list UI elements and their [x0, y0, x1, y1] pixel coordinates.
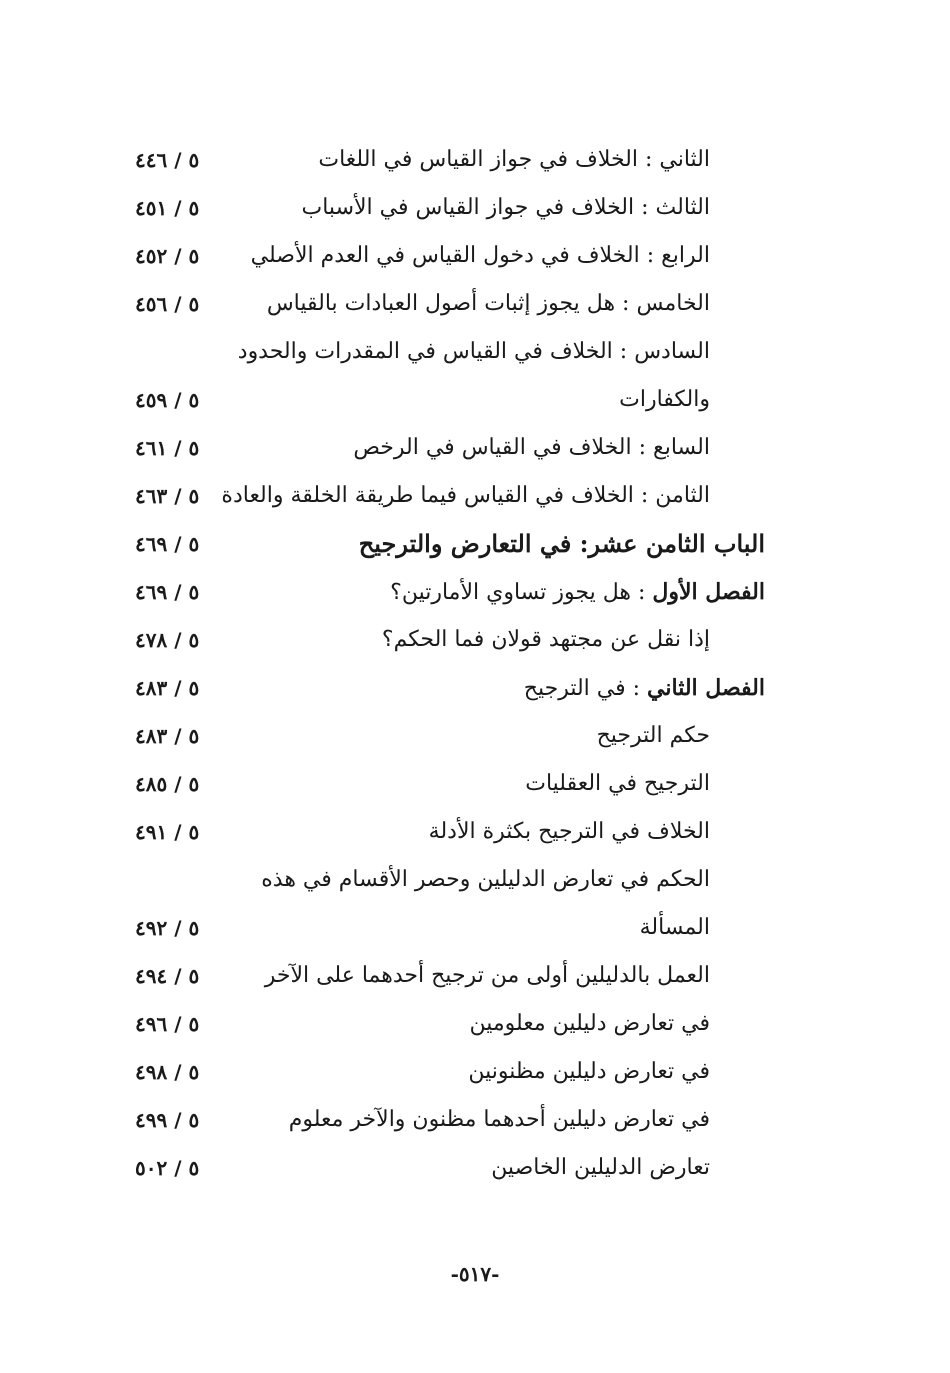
toc-entry-title: في تعارض دليلين أحدهما مظنون والآخر معلوم — [288, 1107, 710, 1132]
toc-entry — [0, 856, 950, 904]
toc-section-heading — [0, 664, 950, 712]
toc-entry-title: الرابع : الخلاف في دخول القياس في العدم الأصلي — [250, 243, 710, 268]
toc-entry-title: العمل بالدليلين أولى من ترجيح أحدهما على الآخر — [264, 963, 710, 988]
toc-entry-page: ٥ / ٤٦٩ — [135, 580, 200, 604]
toc-entry-page: ٥ / ٥٠٢ — [135, 1156, 200, 1180]
toc-entry-page: ٥ / ٤٩١ — [135, 820, 200, 844]
toc-entry-page: ٥ / ٤٩٩ — [135, 1108, 200, 1132]
toc-entry-page: ٥ / ٤٨٣ — [135, 676, 200, 700]
toc-entry-page: ٥ / ٤٥٢ — [135, 244, 200, 268]
toc-entry — [0, 376, 950, 424]
toc-entry-page: ٥ / ٤٩٨ — [135, 1060, 200, 1084]
toc-entry — [0, 712, 950, 760]
toc-entry — [0, 136, 950, 184]
toc-entry-title: الخلاف في الترجيح بكثرة الأدلة — [428, 819, 710, 844]
toc-entry-title: حكم الترجيح — [596, 723, 710, 748]
toc-entry-title: والكفارات — [619, 387, 710, 412]
toc-entry-page: ٥ / ٤٥٦ — [135, 292, 200, 316]
toc-entry-title: الثامن : الخلاف في القياس فيما طريقة الخلقة والعادة — [221, 483, 710, 508]
toc-entry-title: السادس : الخلاف في القياس في المقدرات والحدود — [237, 339, 710, 364]
section-title-text: : في الترجيح — [523, 676, 648, 701]
toc-entry — [0, 1000, 950, 1048]
toc-entry-title: الثاني : الخلاف في جواز القياس في اللغات — [318, 147, 710, 172]
toc-entry-title: المسألة — [639, 915, 710, 940]
toc-entry-title: الخامس : هل يجوز إثبات أصول العبادات بالقياس — [266, 291, 710, 316]
toc-entry-page: ٥ / ٤٤٦ — [135, 148, 200, 172]
toc-entry-page: ٥ / ٤٥١ — [135, 196, 200, 220]
toc-entry-page: ٥ / ٤٦٣ — [135, 484, 200, 508]
toc-entry — [0, 1144, 950, 1192]
toc-chapter-heading — [0, 520, 950, 568]
toc-entry-title: تعارض الدليلين الخاصين — [491, 1155, 710, 1180]
toc-entry-page: ٥ / ٤٩٦ — [135, 1012, 200, 1036]
toc-entry — [0, 904, 950, 952]
section-label: الفصل الأول — [652, 579, 765, 605]
section-title-text: : هل يجوز تساوي الأمارتين؟ — [390, 580, 653, 605]
section-title — [524, 664, 765, 713]
toc-entry-title: الحكم في تعارض الدليلين وحصر الأقسام في هذه — [261, 867, 710, 892]
toc-section-heading — [0, 568, 950, 616]
toc-entry-page: ٥ / ٤٩٤ — [135, 964, 200, 988]
toc-entry-title: السابع : الخلاف في القياس في الرخص — [353, 435, 710, 460]
toc-entry — [0, 184, 950, 232]
toc-entry — [0, 808, 950, 856]
page-number: -٥١٧- — [450, 1262, 500, 1286]
toc-entry — [0, 280, 950, 328]
toc-entry — [0, 424, 950, 472]
toc-entry — [0, 760, 950, 808]
toc-entry-page: ٥ / ٤٦١ — [135, 436, 200, 460]
toc-entry — [0, 616, 950, 664]
toc-entry — [0, 328, 950, 376]
toc-entry-title: إذا نقل عن مجتهد قولان فما الحكم؟ — [381, 627, 710, 652]
toc-entry-title: في تعارض دليلين مظنونين — [468, 1059, 710, 1084]
toc-entry-page: ٥ / ٤٦٩ — [135, 532, 200, 556]
toc-entry-page: ٥ / ٤٥٩ — [135, 388, 200, 412]
chapter-title: الباب الثامن عشر: في التعارض والترجيح — [358, 529, 765, 558]
toc-entry — [0, 952, 950, 1000]
toc-entry-page: ٥ / ٤٨٥ — [135, 772, 200, 796]
section-title — [390, 568, 765, 617]
toc-entry-title: الترجيح في العقليات — [525, 771, 710, 796]
toc-entry-title: الثالث : الخلاف في جواز القياس في الأسباب — [301, 195, 710, 220]
toc-entry — [0, 1096, 950, 1144]
toc-entry — [0, 232, 950, 280]
toc-entry-page: ٥ / ٤٩٢ — [135, 916, 200, 940]
toc-entry-title: في تعارض دليلين معلومين — [469, 1011, 710, 1036]
toc-entry-page: ٥ / ٤٧٨ — [135, 628, 200, 652]
toc-entry — [0, 472, 950, 520]
toc-entry — [0, 1048, 950, 1096]
section-label: الفصل الثاني — [647, 675, 765, 701]
toc-entry-page: ٥ / ٤٨٣ — [135, 724, 200, 748]
